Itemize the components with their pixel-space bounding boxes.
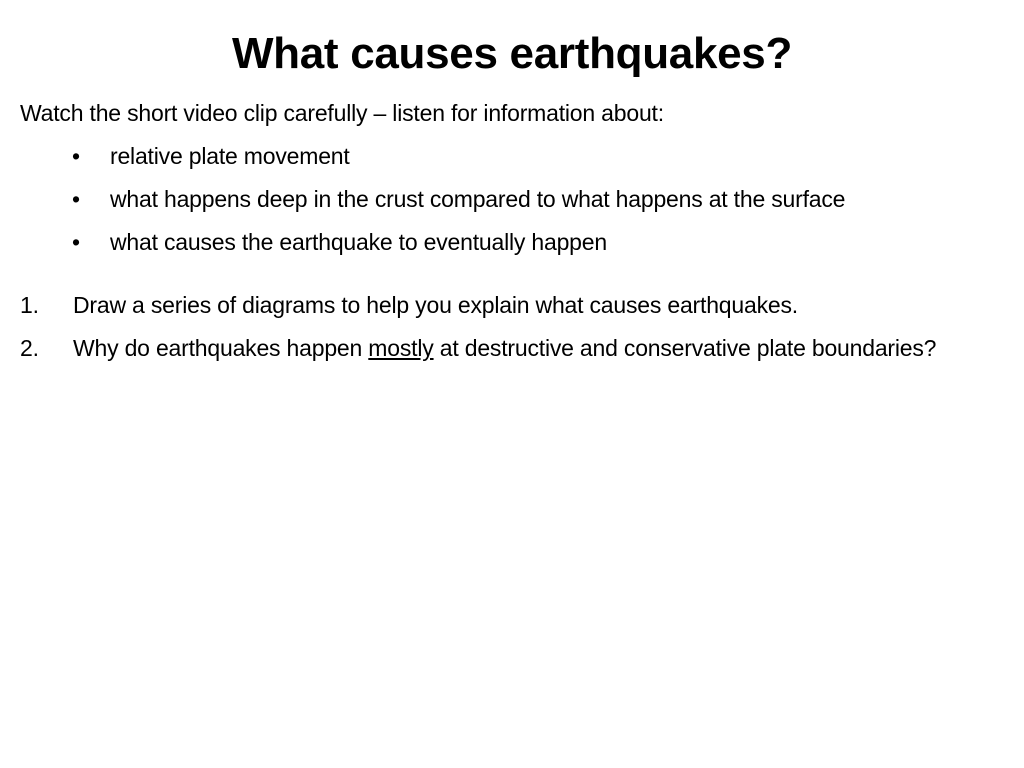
question-text-before: Why do earthquakes happen bbox=[73, 335, 369, 361]
emphasis-text: mostly bbox=[368, 335, 434, 361]
question-text bbox=[73, 332, 953, 365]
question-number: 2. bbox=[20, 335, 39, 361]
question-item-2 bbox=[0, 332, 953, 365]
question-list bbox=[0, 289, 953, 375]
bullet-icon: • bbox=[72, 229, 80, 255]
question-number: 1. bbox=[20, 292, 39, 318]
bullet-text: relative plate movement bbox=[110, 143, 350, 169]
bullet-icon: • bbox=[72, 143, 80, 169]
bullet-text: what causes the earthquake to eventually happen bbox=[110, 229, 607, 255]
question-text: Draw a series of diagrams to help you explain what causes earthquakes. bbox=[73, 292, 798, 318]
question-item-1 bbox=[0, 289, 953, 322]
intro-text: Watch the short video clip carefully – listen for information about: bbox=[20, 100, 664, 126]
bullet-icon: • bbox=[72, 186, 80, 212]
slide-title: What causes earthquakes? bbox=[231, 29, 793, 78]
bullet-text: what happens deep in the crust compared to what happens at the surface bbox=[110, 186, 846, 212]
question-text-after: at destructive and conservative plate boundaries? bbox=[433, 335, 937, 361]
